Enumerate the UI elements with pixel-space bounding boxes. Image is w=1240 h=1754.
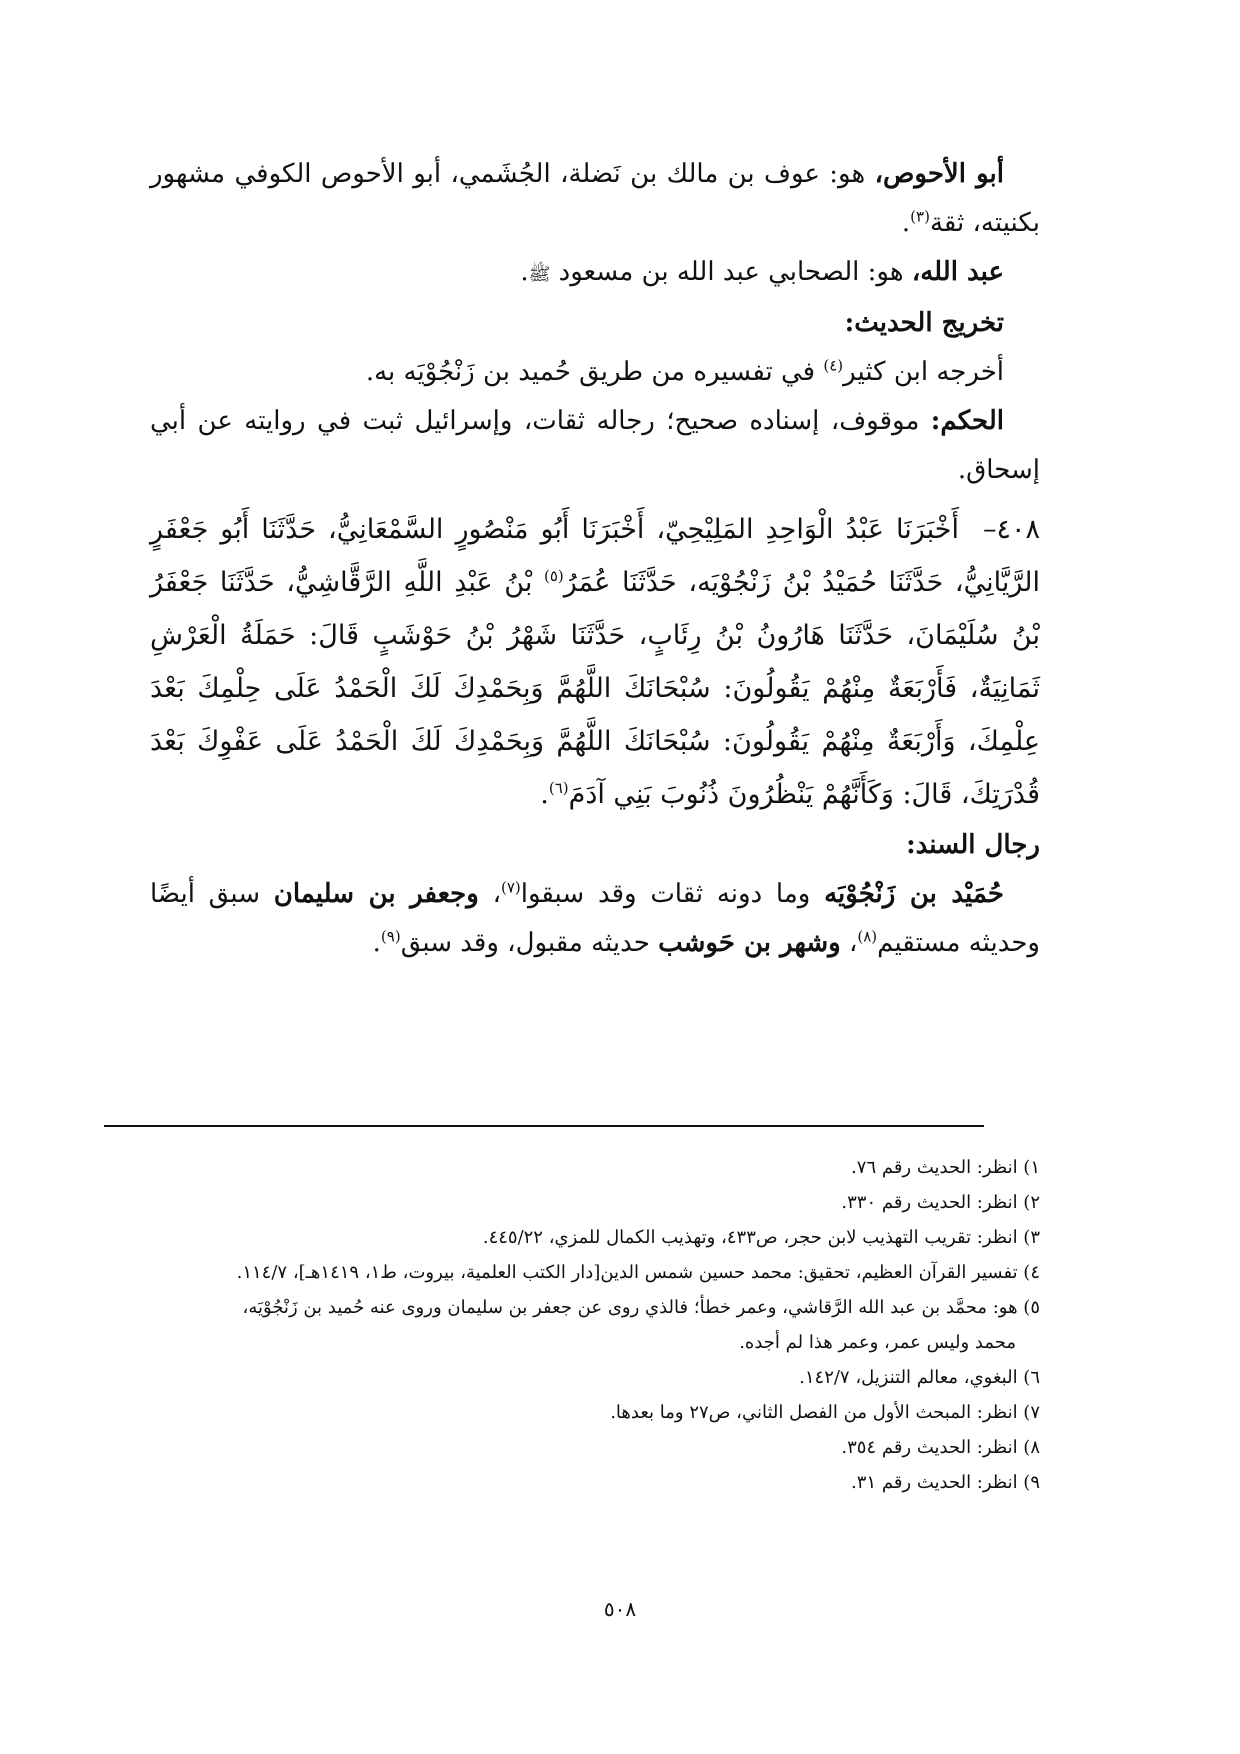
footnote-5: ٥) هو: محمَّد بن عبد الله الرَّقاشي، وعمر خطأ؛ فالذي روى عن جعفر بن سليمان وروى عنه حُميد بن زَنْجُوْيَه، محمد وليس عمر، وعمر هذا لم أجده. bbox=[150, 1290, 1040, 1360]
footnote-6: ٦) البغوي، معالم التنزيل، ١٤٢/٧. bbox=[799, 1367, 1040, 1388]
hukm-label: الحكم: bbox=[930, 406, 1004, 436]
footnote-5-continuation: محمد وليس عمر، وعمر هذا لم أجده. bbox=[739, 1332, 1016, 1353]
narrator-name: حُمَيْد بن زَنْجُوْيَه bbox=[824, 879, 1004, 909]
footnote-ref[interactable]: (٥) bbox=[543, 567, 564, 585]
footnote-ref[interactable]: (٩) bbox=[380, 927, 401, 946]
narrator-bio-abu-al-ahwas: أبو الأحوص، هو: عوف بن مالك بن نَضلة، الجُشَمي، أبو الأحوص الكوفي مشهور بكنيته، ثقة$^{(٣)}$. bbox=[150, 159, 1040, 238]
narrator-name: أبو الأحوص، bbox=[874, 159, 1004, 189]
hadith-block bbox=[150, 503, 1040, 821]
hadith-number: ٤٠٨– bbox=[982, 514, 1040, 545]
footnote-3: ٣) انظر: تقريب التهذيب لابن حجر، ص٤٣٣، وتهذيب الكمال للمزي، ٤٤٥/٢٢. bbox=[482, 1227, 1040, 1248]
narrator-bio-abdullah: عبد الله، هو: الصحابي عبد الله بن مسعود ﷺ. bbox=[520, 257, 1004, 287]
takhrij-text: أخرجه ابن كثير$^{(٤)}$ في تفسيره من طريق حُميد بن زَنْجُوْيَه به. bbox=[365, 356, 1004, 387]
footnote-9: ٩) انظر: الحديث رقم ٣١. bbox=[851, 1472, 1040, 1493]
narrator-name: وجعفر بن سليمان bbox=[273, 879, 479, 909]
narrator-name: عبد الله، bbox=[911, 257, 1004, 287]
salutation-symbol: ﷺ bbox=[528, 264, 551, 285]
rijal-heading: رجال السند: bbox=[906, 830, 1040, 860]
page-number: ٥٠٨ bbox=[603, 1597, 637, 1621]
footnote-ref[interactable]: (٤) bbox=[823, 356, 844, 375]
footnote-ref[interactable]: (٧) bbox=[500, 878, 521, 897]
footnote-separator bbox=[104, 1125, 984, 1127]
footnote-7: ٧) انظر: المبحث الأول من الفصل الثاني، ص٢٧ وما بعدها. bbox=[610, 1402, 1040, 1423]
hukm-text: الحكم: موقوف، إسناده صحيح؛ رجاله ثقات، وإسرائيل ثبت في روايته عن أبي إسحاق. bbox=[150, 406, 1040, 485]
narrator-name: وشهر بن حَوشب bbox=[658, 928, 841, 958]
footnote-ref[interactable]: (٦) bbox=[548, 779, 569, 797]
footnote-1: ١) انظر: الحديث رقم ٧٦. bbox=[851, 1157, 1040, 1178]
main-text bbox=[150, 150, 1040, 968]
takhrij-heading: تخريج الحديث: bbox=[844, 308, 1004, 338]
hadith-text: ٤٠٨–أَخْبَرَنَا عَبْدُ الْوَاحِدِ المَلِيْحِيّ، أَخْبَرَنَا أَبُو مَنْصُورٍ السَّمْعَانِيُّ، حَدَّثَنَا أَبُو جَعْفَرٍ الرَّيَّانِيُّ، حَدَّثَنَا حُمَيْدُ بْنُ زَنْجُوْيَه، حَدَّثَنَا عُمَرُ$^{(٥)}$ بْنُ عَبْدِ اللَّهِ الرَّقَّاشِيُّ، حَدَّثَنَا جَعْفَرُ بْنُ سُلَيْمَانَ، حَدَّثَنَا هَارُونُ بْنُ رِئَابٍ، حَدَّثَنَا شَهْرُ بْنُ حَوْشَبٍ قَالَ: حَمَلَةُ الْعَرْشِ ثَمَانِيَةٌ، فَأَرْبَعَةٌ مِنْهُمْ يَقُولُونَ: سُبْحَانَكَ اللَّهُمَّ وَبِحَمْدِكَ لَكَ الْحَمْدُ عَلَى حِلْمِكَ بَعْدَ عِلْمِكَ، وَأَرْبَعَةٌ مِنْهُمْ يَقُولُونَ: سُبْحَانَكَ اللَّهُمَّ وَبِحَمْدِكَ لَكَ الْحَمْدُ عَلَى عَفْوِكَ بَعْدَ قُدْرَتِكَ، قَالَ: وَكَأَنَّهُمْ يَنْظُرُونَ ذُنُوبَ بَنِي آدَمَ$^{(٦)}$. bbox=[150, 503, 1040, 821]
rijal-text: حُمَيْد بن زَنْجُوْيَه وما دونه ثقات وقد سبقوا$^{(٧)}$، وجعفر بن سليمان سبق أيضًا وحديثه مستقيم$^{(٨)}$، وشهر بن حَوشب حديثه مقبول، وقد سبق$^{(٩)}$. bbox=[150, 878, 1040, 958]
footnote-4: ٤) تفسير القرآن العظيم، تحقيق: محمد حسين شمس الدين[دار الكتب العلمية، بيروت، ط١، ١٤١٩هـ]، ١١٤/٧. bbox=[236, 1262, 1040, 1283]
footnote-8: ٨) انظر: الحديث رقم ٣٥٤. bbox=[841, 1437, 1040, 1458]
footnotes bbox=[150, 1150, 1040, 1500]
footnote-ref[interactable]: (٨) bbox=[857, 927, 878, 946]
footnote-2: ٢) انظر: الحديث رقم ٣٣٠. bbox=[841, 1192, 1040, 1213]
footnote-ref[interactable]: (٣) bbox=[910, 207, 930, 226]
